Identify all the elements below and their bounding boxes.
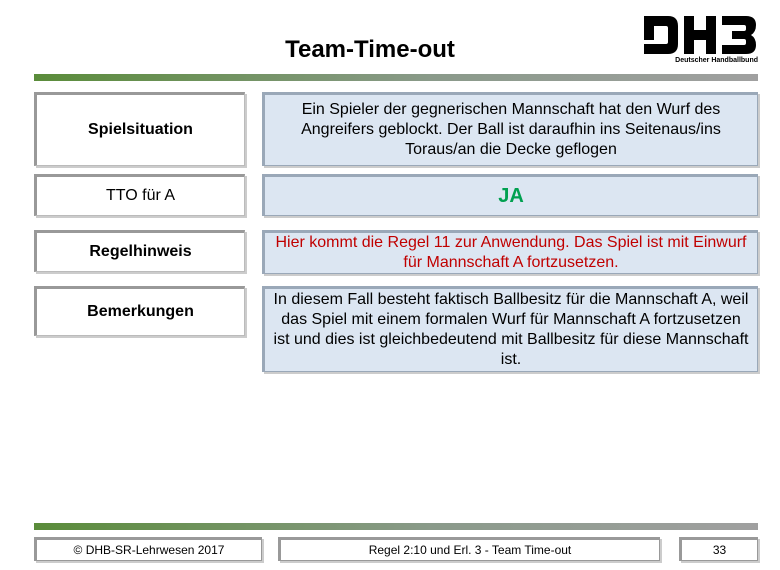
content-bemerkungen: In diesem Fall besteht faktisch Ballbesitz für die Mannschaft A, weil das Spiel mit einem formalen Wurf für Mannschaft A fortzusetzen ist und dies ist gleichbedeutend mit Ballbesitz für diese Mannschaft ist. [262, 286, 758, 372]
label-regelhinweis: Regelhinweis [34, 230, 245, 272]
content-regelhinweis: Hier kommt die Regel 11 zur Anwendung. Das Spiel ist mit Einwurf für Mannschaft A fortzusetzen. [262, 230, 758, 274]
page-number: 33 [679, 537, 758, 561]
content-tto: JA [262, 174, 758, 216]
top-divider [34, 74, 758, 81]
logo-subtitle: Deutscher Handballbund [675, 57, 758, 64]
label-spielsituation: Spielsituation [34, 92, 245, 166]
content-spielsituation: Ein Spieler der gegnerischen Mannschaft hat den Wurf des Angreifers geblockt. Der Ball ist daraufhin ins Seitenaus/ins Toraus/an die Decke geflogen [262, 92, 758, 166]
footer-copyright: © DHB-SR-Lehrwesen 2017 [34, 537, 262, 561]
label-bemerkungen: Bemerkungen [34, 286, 245, 336]
slide-title: Team-Time-out [285, 36, 455, 63]
bottom-divider [34, 523, 758, 530]
label-tto: TTO für A [34, 174, 245, 216]
footer-rule-reference: Regel 2:10 und Erl. 3 - Team Time-out [278, 537, 660, 561]
